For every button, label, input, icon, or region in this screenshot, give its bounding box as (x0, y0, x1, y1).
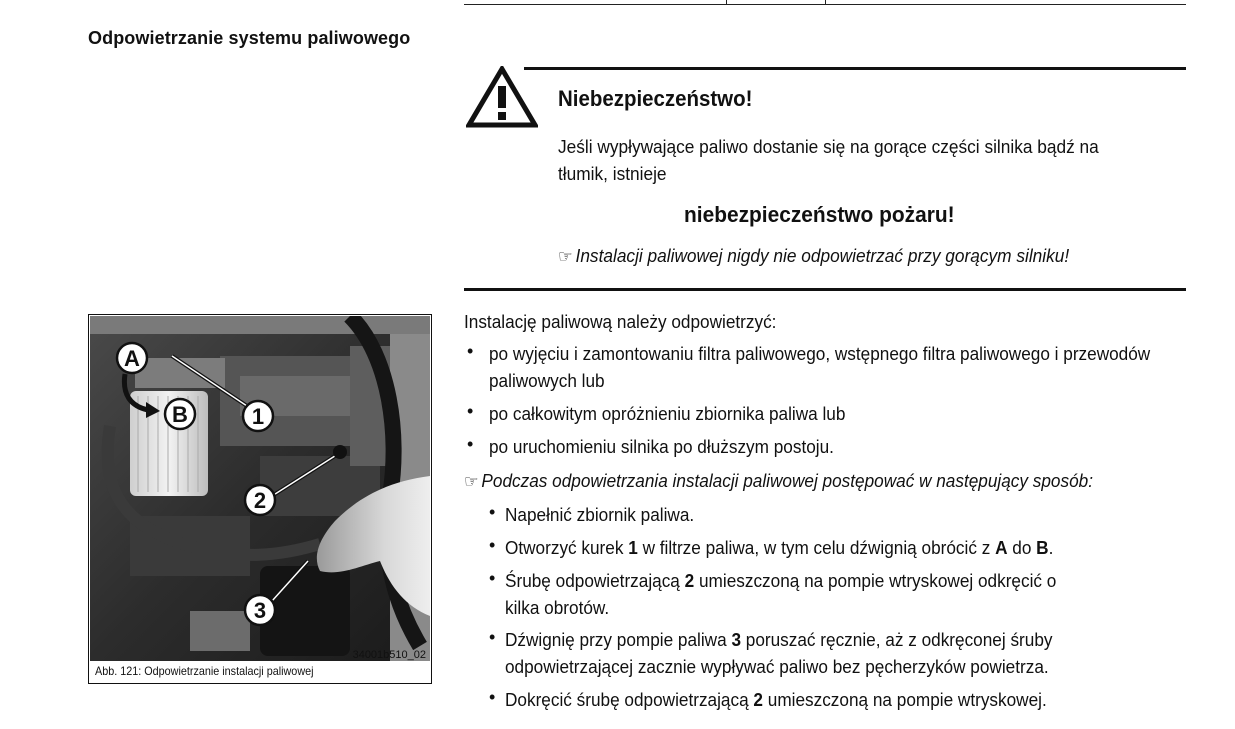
pointing-hand-icon: ☞ (464, 472, 479, 492)
step-5: Dokręcić śrubę odpowietrzającą 2 umieszczoną na pompie wtryskowej. (505, 690, 1047, 710)
bullet-dot: • (489, 627, 496, 647)
condition-item: po uruchomieniu silnika po dłuższym postoju. (489, 437, 834, 457)
section-title: Odpowietrzanie systemu paliwowego (88, 28, 411, 48)
bullet-dot: • (489, 535, 496, 555)
condition-line: po wyjęciu i zamontowaniu filtra paliwowego, wstępnego filtra paliwowego i przewodów (489, 344, 1151, 364)
warning-bottom-rule (464, 288, 1186, 291)
bullet-dot: • (489, 502, 496, 522)
intro-text: Instalację paliwową należy odpowietrzyć: (464, 312, 777, 332)
bullet-dot: • (467, 341, 474, 361)
step-3: Śrubę odpowietrzającą 2 umieszczoną na pompie wtryskowej odkręcić o kilka obrotów. (505, 571, 1057, 618)
step-4: Dźwignię przy pompie paliwa 3 poruszać ręcznie, aż z odkręconej śruby odpowietrzającej zacznie wypływać paliwo bez pęcherzyków powietrza. (505, 630, 1053, 677)
figure (88, 314, 432, 684)
step-2: Otworzyć kurek 1 w filtrze paliwa, w tym celu dźwignią obrócić z A do B. (505, 538, 1054, 558)
figure-label-2: 2 (253, 488, 267, 513)
warning-title: Niebezpieczeństwo! (558, 86, 753, 111)
step-1: Napełnić zbiornik paliwa. (505, 505, 695, 525)
warning-danger: niebezpieczeństwo pożaru! (684, 202, 955, 227)
bullet-dot: • (467, 401, 474, 421)
figure-label-a: A (124, 346, 140, 371)
procedure-intro: ☞ Podczas odpowietrzania instalacji paliwowej postępować w następujący sposób: (464, 471, 1093, 492)
warning-top-rule (524, 67, 1186, 70)
warning-note (558, 246, 1069, 267)
engine-photo (90, 316, 430, 661)
warning-text: Jeśli wypływające paliwo dostanie się na gorące części silnika bądź na tłumik, istnieje (558, 137, 1099, 184)
figure-caption: Abb. 121: Odpowietrzanie instalacji paliwowej (95, 664, 314, 678)
bullet-dot: • (489, 568, 496, 588)
figure-label-1: 1 (251, 404, 265, 429)
condition-item: po całkowitym opróżnieniu zbiornika paliwa lub (489, 404, 846, 424)
warning-note-text: Instalacji paliwowej nigdy nie odpowietrzać przy gorącym silniku! (575, 246, 1070, 266)
image-code: 34001b510_02 (352, 649, 426, 661)
figure-label-b: B (172, 402, 188, 427)
pointing-hand-icon: ☞ (558, 247, 573, 267)
condition-item (489, 341, 1150, 395)
table-column-divider (825, 0, 826, 5)
warning-triangle-icon (466, 66, 538, 128)
bullet-dot: • (489, 687, 496, 707)
bullet-dot: • (467, 434, 474, 454)
table-column-divider (726, 0, 727, 5)
figure-label-3: 3 (253, 598, 267, 623)
condition-line: paliwowych lub (489, 371, 605, 391)
